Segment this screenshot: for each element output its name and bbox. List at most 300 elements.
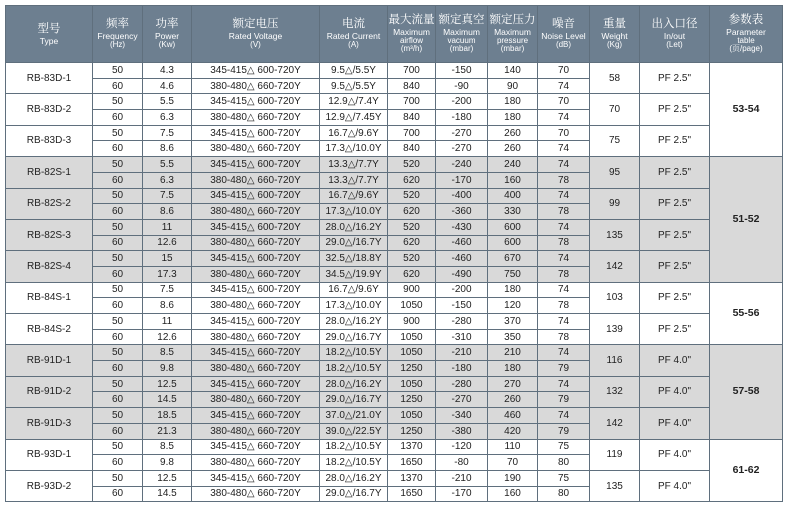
voltage-cell: 380-480△ 660-720Y xyxy=(192,172,320,188)
header-weight-cn: 重量 xyxy=(603,18,626,31)
model-type-cell: RB-91D-1 xyxy=(6,345,93,376)
pressure-cell: 260 xyxy=(488,141,538,157)
airflow-cell: 1250 xyxy=(388,423,436,439)
voltage-cell: 380-480△ 660-720Y xyxy=(192,110,320,126)
noise-cell: 70 xyxy=(538,94,590,110)
pressure-cell: 600 xyxy=(488,235,538,251)
noise-cell: 74 xyxy=(538,78,590,94)
voltage-cell: 345-415△ 660-720Y xyxy=(192,345,320,361)
airflow-cell: 520 xyxy=(388,188,436,204)
power-cell: 15 xyxy=(143,251,192,267)
header-weight-en: Weight xyxy=(601,31,628,42)
power-cell: 8.6 xyxy=(143,204,192,220)
airflow-cell: 1050 xyxy=(388,408,436,424)
vacuum-cell: -360 xyxy=(436,204,488,220)
current-cell: 39.0△/22.5Y xyxy=(320,423,388,439)
weight-cell: 135 xyxy=(590,219,640,250)
vacuum-cell: -150 xyxy=(436,298,488,314)
current-cell: 17.3△/10.0Y xyxy=(320,298,388,314)
pressure-cell: 140 xyxy=(488,63,538,79)
model-type-cell: RB-84S-1 xyxy=(6,282,93,313)
airflow-cell: 1050 xyxy=(388,345,436,361)
voltage-cell: 345-415△ 660-720Y xyxy=(192,439,320,455)
port-size-cell: PF 2.5" xyxy=(640,125,710,156)
power-cell: 6.3 xyxy=(143,110,192,126)
header-rated-current xyxy=(320,6,388,63)
voltage-cell: 380-480△ 660-720Y xyxy=(192,235,320,251)
vacuum-cell: -90 xyxy=(436,78,488,94)
pressure-cell: 670 xyxy=(488,251,538,267)
header-in-out-en: In/out xyxy=(663,31,686,42)
noise-cell: 80 xyxy=(538,486,590,502)
header-parameter-table-en: Parameter xyxy=(726,27,766,38)
weight-cell: 70 xyxy=(590,94,640,125)
frequency-cell: 60 xyxy=(93,204,143,220)
frequency-cell: 60 xyxy=(93,266,143,282)
pressure-cell: 600 xyxy=(488,219,538,235)
power-cell: 4.3 xyxy=(143,63,192,79)
frequency-cell: 60 xyxy=(93,455,143,471)
header-max-airflow-en: Maximum xyxy=(393,27,430,38)
pressure-cell: 350 xyxy=(488,329,538,345)
header-in-out xyxy=(640,6,710,63)
noise-cell: 74 xyxy=(538,157,590,173)
voltage-cell: 345-415△ 600-720Y xyxy=(192,157,320,173)
frequency-cell: 60 xyxy=(93,110,143,126)
airflow-cell: 840 xyxy=(388,110,436,126)
pressure-cell: 180 xyxy=(488,110,538,126)
vacuum-cell: -280 xyxy=(436,314,488,330)
current-cell: 13.3△/7.7Y xyxy=(320,172,388,188)
airflow-cell: 700 xyxy=(388,125,436,141)
noise-cell: 78 xyxy=(538,235,590,251)
parameter-page-cell: 51-52 xyxy=(710,157,783,283)
port-size-cell: PF 4.0" xyxy=(640,439,710,470)
noise-cell: 79 xyxy=(538,361,590,377)
table-row xyxy=(6,94,783,110)
header-frequency-en2: (Hz) xyxy=(109,40,126,50)
current-cell: 12.9△/7.4Y xyxy=(320,94,388,110)
frequency-cell: 60 xyxy=(93,141,143,157)
voltage-cell: 345-415△ 660-720Y xyxy=(192,376,320,392)
model-type-cell: RB-91D-3 xyxy=(6,408,93,439)
vacuum-cell: -270 xyxy=(436,125,488,141)
header-parameter-table xyxy=(710,6,783,63)
header-rated-current-cn: 电流 xyxy=(342,18,365,31)
weight-cell: 99 xyxy=(590,188,640,219)
header-rated-voltage-cn: 额定电压 xyxy=(232,18,279,31)
vacuum-cell: -280 xyxy=(436,376,488,392)
vacuum-cell: -120 xyxy=(436,439,488,455)
voltage-cell: 380-480△ 660-720Y xyxy=(192,78,320,94)
current-cell: 16.7△/9.6Y xyxy=(320,282,388,298)
current-cell: 29.0△/16.7Y xyxy=(320,486,388,502)
frequency-cell: 60 xyxy=(93,329,143,345)
port-size-cell: PF 2.5" xyxy=(640,157,710,188)
frequency-cell: 60 xyxy=(93,78,143,94)
vacuum-cell: -380 xyxy=(436,423,488,439)
voltage-cell: 380-480△ 660-720Y xyxy=(192,141,320,157)
current-cell: 28.0△/16.2Y xyxy=(320,219,388,235)
weight-cell: 119 xyxy=(590,439,640,470)
power-cell: 12.5 xyxy=(143,376,192,392)
header-parameter-table-en3: (页/page) xyxy=(729,44,763,54)
vacuum-cell: -310 xyxy=(436,329,488,345)
pressure-cell: 260 xyxy=(488,125,538,141)
table-row xyxy=(6,282,783,298)
frequency-cell: 50 xyxy=(93,157,143,173)
port-size-cell: PF 2.5" xyxy=(640,251,710,282)
pressure-cell: 370 xyxy=(488,314,538,330)
header-in-out-cn: 出入口径 xyxy=(651,18,698,31)
airflow-cell: 620 xyxy=(388,172,436,188)
vacuum-cell: -400 xyxy=(436,188,488,204)
power-cell: 11 xyxy=(143,219,192,235)
noise-cell: 74 xyxy=(538,219,590,235)
parameter-page-cell: 55-56 xyxy=(710,282,783,345)
model-type-cell: RB-84S-2 xyxy=(6,314,93,345)
noise-cell: 70 xyxy=(538,125,590,141)
frequency-cell: 60 xyxy=(93,172,143,188)
voltage-cell: 380-480△ 660-720Y xyxy=(192,298,320,314)
table-row xyxy=(6,408,783,424)
header-max-vacuum-cn: 额定真空 xyxy=(438,14,485,27)
vacuum-cell: -200 xyxy=(436,94,488,110)
vacuum-cell: -170 xyxy=(436,486,488,502)
table-row xyxy=(6,188,783,204)
current-cell: 13.3△/7.7Y xyxy=(320,157,388,173)
header-max-vacuum-en2: vacuum xyxy=(447,36,476,46)
current-cell: 18.2△/10.5Y xyxy=(320,439,388,455)
frequency-cell: 50 xyxy=(93,94,143,110)
pressure-cell: 190 xyxy=(488,470,538,486)
frequency-cell: 60 xyxy=(93,298,143,314)
airflow-cell: 620 xyxy=(388,235,436,251)
model-type-cell: RB-83D-2 xyxy=(6,94,93,125)
vacuum-cell: -200 xyxy=(436,282,488,298)
current-cell: 37.0△/21.0Y xyxy=(320,408,388,424)
weight-cell: 142 xyxy=(590,251,640,282)
header-type xyxy=(6,6,93,63)
header-parameter-table-cn: 参数表 xyxy=(728,14,764,27)
power-cell: 8.5 xyxy=(143,345,192,361)
blower-spec-table xyxy=(5,5,783,502)
pressure-cell: 120 xyxy=(488,298,538,314)
weight-cell: 75 xyxy=(590,125,640,156)
noise-cell: 78 xyxy=(538,298,590,314)
noise-cell: 78 xyxy=(538,266,590,282)
noise-cell: 74 xyxy=(538,188,590,204)
airflow-cell: 1650 xyxy=(388,486,436,502)
port-size-cell: PF 2.5" xyxy=(640,63,710,94)
current-cell: 32.5△/18.8Y xyxy=(320,251,388,267)
model-type-cell: RB-82S-2 xyxy=(6,188,93,219)
header-max-airflow-en3: (m³/h) xyxy=(400,44,423,54)
header-type-en: Type xyxy=(39,35,59,46)
spec-table-container xyxy=(5,5,783,502)
weight-cell: 95 xyxy=(590,157,640,188)
voltage-cell: 380-480△ 660-720Y xyxy=(192,455,320,471)
power-cell: 6.3 xyxy=(143,172,192,188)
power-cell: 12.5 xyxy=(143,470,192,486)
power-cell: 17.3 xyxy=(143,266,192,282)
power-cell: 9.8 xyxy=(143,455,192,471)
header-power xyxy=(143,6,192,63)
model-type-cell: RB-91D-2 xyxy=(6,376,93,407)
port-size-cell: PF 4.0" xyxy=(640,408,710,439)
model-type-cell: RB-93D-1 xyxy=(6,439,93,470)
port-size-cell: PF 2.5" xyxy=(640,188,710,219)
frequency-cell: 50 xyxy=(93,439,143,455)
port-size-cell: PF 2.5" xyxy=(640,219,710,250)
current-cell: 28.0△/16.2Y xyxy=(320,314,388,330)
current-cell: 16.7△/9.6Y xyxy=(320,125,388,141)
voltage-cell: 345-415△ 600-720Y xyxy=(192,219,320,235)
airflow-cell: 620 xyxy=(388,204,436,220)
pressure-cell: 420 xyxy=(488,423,538,439)
voltage-cell: 345-415△ 600-720Y xyxy=(192,188,320,204)
header-frequency-cn: 频率 xyxy=(106,18,129,31)
header-weight-en2: (Kg) xyxy=(606,40,623,50)
header-power-en: Power xyxy=(154,31,180,42)
airflow-cell: 1250 xyxy=(388,392,436,408)
header-max-pressure xyxy=(488,6,538,63)
pressure-cell: 330 xyxy=(488,204,538,220)
vacuum-cell: -210 xyxy=(436,345,488,361)
pressure-cell: 180 xyxy=(488,94,538,110)
parameter-page-cell: 53-54 xyxy=(710,63,783,157)
airflow-cell: 1050 xyxy=(388,329,436,345)
current-cell: 28.0△/16.2Y xyxy=(320,376,388,392)
pressure-cell: 210 xyxy=(488,345,538,361)
power-cell: 18.5 xyxy=(143,408,192,424)
parameter-page-cell: 61-62 xyxy=(710,439,783,502)
frequency-cell: 50 xyxy=(93,125,143,141)
airflow-cell: 1370 xyxy=(388,439,436,455)
frequency-cell: 50 xyxy=(93,63,143,79)
voltage-cell: 380-480△ 660-720Y xyxy=(192,486,320,502)
noise-cell: 74 xyxy=(538,110,590,126)
port-size-cell: PF 2.5" xyxy=(640,314,710,345)
current-cell: 9.5△/5.5Y xyxy=(320,63,388,79)
header-max-vacuum-en3: (mbar) xyxy=(449,44,474,54)
power-cell: 5.5 xyxy=(143,157,192,173)
weight-cell: 139 xyxy=(590,314,640,345)
frequency-cell: 50 xyxy=(93,314,143,330)
header-parameter-table-en2: table xyxy=(737,36,755,46)
port-size-cell: PF 4.0" xyxy=(640,470,710,501)
voltage-cell: 345-415△ 660-720Y xyxy=(192,470,320,486)
table-row xyxy=(6,345,783,361)
header-max-pressure-en: Maximum xyxy=(494,27,531,38)
frequency-cell: 50 xyxy=(93,282,143,298)
power-cell: 7.5 xyxy=(143,188,192,204)
noise-cell: 74 xyxy=(538,376,590,392)
header-power-cn: 功率 xyxy=(155,18,179,31)
port-size-cell: PF 2.5" xyxy=(640,282,710,313)
airflow-cell: 1250 xyxy=(388,361,436,377)
current-cell: 9.5△/5.5Y xyxy=(320,78,388,94)
noise-cell: 75 xyxy=(538,439,590,455)
vacuum-cell: -460 xyxy=(436,235,488,251)
airflow-cell: 1050 xyxy=(388,298,436,314)
airflow-cell: 520 xyxy=(388,251,436,267)
power-cell: 14.5 xyxy=(143,486,192,502)
vacuum-cell: -270 xyxy=(436,141,488,157)
current-cell: 29.0△/16.7Y xyxy=(320,235,388,251)
frequency-cell: 60 xyxy=(93,392,143,408)
table-row xyxy=(6,157,783,173)
model-type-cell: RB-82S-3 xyxy=(6,219,93,250)
voltage-cell: 380-480△ 660-720Y xyxy=(192,204,320,220)
model-type-cell: RB-82S-4 xyxy=(6,251,93,282)
noise-cell: 74 xyxy=(538,408,590,424)
current-cell: 18.2△/10.5Y xyxy=(320,345,388,361)
frequency-cell: 50 xyxy=(93,470,143,486)
frequency-cell: 50 xyxy=(93,251,143,267)
current-cell: 18.2△/10.5Y xyxy=(320,455,388,471)
frequency-cell: 60 xyxy=(93,423,143,439)
vacuum-cell: -210 xyxy=(436,470,488,486)
vacuum-cell: -270 xyxy=(436,392,488,408)
current-cell: 34.5△/19.9Y xyxy=(320,266,388,282)
noise-cell: 80 xyxy=(538,455,590,471)
current-cell: 28.0△/16.2Y xyxy=(320,470,388,486)
pressure-cell: 460 xyxy=(488,408,538,424)
weight-cell: 116 xyxy=(590,345,640,376)
table-row xyxy=(6,251,783,267)
airflow-cell: 700 xyxy=(388,94,436,110)
pressure-cell: 160 xyxy=(488,172,538,188)
power-cell: 8.6 xyxy=(143,141,192,157)
header-max-airflow xyxy=(388,6,436,63)
port-size-cell: PF 4.0" xyxy=(640,345,710,376)
vacuum-cell: -180 xyxy=(436,361,488,377)
current-cell: 29.0△/16.7Y xyxy=(320,329,388,345)
frequency-cell: 50 xyxy=(93,219,143,235)
current-cell: 12.9△/7.45Y xyxy=(320,110,388,126)
airflow-cell: 1650 xyxy=(388,455,436,471)
weight-cell: 58 xyxy=(590,63,640,94)
power-cell: 14.5 xyxy=(143,392,192,408)
header-noise-level xyxy=(538,6,590,63)
voltage-cell: 345-415△ 600-720Y xyxy=(192,314,320,330)
current-cell: 18.2△/10.5Y xyxy=(320,361,388,377)
pressure-cell: 400 xyxy=(488,188,538,204)
header-in-out-en2: (Let) xyxy=(666,40,683,50)
power-cell: 9.8 xyxy=(143,361,192,377)
pressure-cell: 750 xyxy=(488,266,538,282)
airflow-cell: 900 xyxy=(388,282,436,298)
pressure-cell: 180 xyxy=(488,282,538,298)
table-row xyxy=(6,63,783,79)
voltage-cell: 380-480△ 660-720Y xyxy=(192,392,320,408)
frequency-cell: 50 xyxy=(93,188,143,204)
weight-cell: 142 xyxy=(590,408,640,439)
model-type-cell: RB-83D-1 xyxy=(6,63,93,94)
airflow-cell: 520 xyxy=(388,157,436,173)
noise-cell: 78 xyxy=(538,172,590,188)
power-cell: 7.5 xyxy=(143,282,192,298)
vacuum-cell: -490 xyxy=(436,266,488,282)
vacuum-cell: -460 xyxy=(436,251,488,267)
voltage-cell: 345-415△ 600-720Y xyxy=(192,63,320,79)
model-type-cell: RB-83D-3 xyxy=(6,125,93,156)
power-cell: 21.3 xyxy=(143,423,192,439)
noise-cell: 78 xyxy=(538,204,590,220)
noise-cell: 78 xyxy=(538,329,590,345)
voltage-cell: 345-415△ 600-720Y xyxy=(192,282,320,298)
header-rated-voltage-en: Rated Voltage xyxy=(228,31,283,42)
header-power-en2: (Kw) xyxy=(158,40,176,50)
parameter-page-cell: 57-58 xyxy=(710,345,783,439)
voltage-cell: 345-415△ 600-720Y xyxy=(192,251,320,267)
header-noise-level-en: Noise Level xyxy=(541,31,586,42)
header-rated-current-en: Rated Current xyxy=(326,31,381,42)
current-cell: 16.7△/9.6Y xyxy=(320,188,388,204)
table-row xyxy=(6,314,783,330)
voltage-cell: 345-415△ 660-720Y xyxy=(192,408,320,424)
power-cell: 12.6 xyxy=(143,235,192,251)
table-row xyxy=(6,376,783,392)
power-cell: 5.5 xyxy=(143,94,192,110)
weight-cell: 103 xyxy=(590,282,640,313)
noise-cell: 74 xyxy=(538,282,590,298)
vacuum-cell: -80 xyxy=(436,455,488,471)
frequency-cell: 60 xyxy=(93,235,143,251)
vacuum-cell: -240 xyxy=(436,157,488,173)
airflow-cell: 900 xyxy=(388,314,436,330)
port-size-cell: PF 2.5" xyxy=(640,94,710,125)
model-type-cell: RB-82S-1 xyxy=(6,157,93,188)
header-frequency xyxy=(93,6,143,63)
header-frequency-en: Frequency xyxy=(97,31,138,42)
header-max-pressure-cn: 额定压力 xyxy=(489,14,536,27)
airflow-cell: 1050 xyxy=(388,376,436,392)
header-weight xyxy=(590,6,640,63)
pressure-cell: 270 xyxy=(488,376,538,392)
noise-cell: 74 xyxy=(538,314,590,330)
table-row xyxy=(6,470,783,486)
pressure-cell: 70 xyxy=(488,455,538,471)
frequency-cell: 50 xyxy=(93,408,143,424)
header-max-pressure-en3: (mbar) xyxy=(500,44,525,54)
voltage-cell: 380-480△ 660-720Y xyxy=(192,266,320,282)
port-size-cell: PF 4.0" xyxy=(640,376,710,407)
frequency-cell: 50 xyxy=(93,376,143,392)
pressure-cell: 160 xyxy=(488,486,538,502)
header-max-pressure-en2: pressure xyxy=(496,36,529,46)
frequency-cell: 60 xyxy=(93,486,143,502)
voltage-cell: 380-480△ 660-720Y xyxy=(192,361,320,377)
weight-cell: 135 xyxy=(590,470,640,501)
voltage-cell: 345-415△ 600-720Y xyxy=(192,94,320,110)
noise-cell: 74 xyxy=(538,251,590,267)
pressure-cell: 90 xyxy=(488,78,538,94)
table-row xyxy=(6,125,783,141)
table-header xyxy=(6,6,783,63)
current-cell: 29.0△/16.7Y xyxy=(320,392,388,408)
power-cell: 4.6 xyxy=(143,78,192,94)
header-type-cn: 型号 xyxy=(37,22,61,35)
pressure-cell: 240 xyxy=(488,157,538,173)
current-cell: 17.3△/10.0Y xyxy=(320,204,388,220)
vacuum-cell: -170 xyxy=(436,172,488,188)
header-max-vacuum xyxy=(436,6,488,63)
vacuum-cell: -430 xyxy=(436,219,488,235)
frequency-cell: 50 xyxy=(93,345,143,361)
header-rated-current-en2: (A) xyxy=(348,40,359,50)
